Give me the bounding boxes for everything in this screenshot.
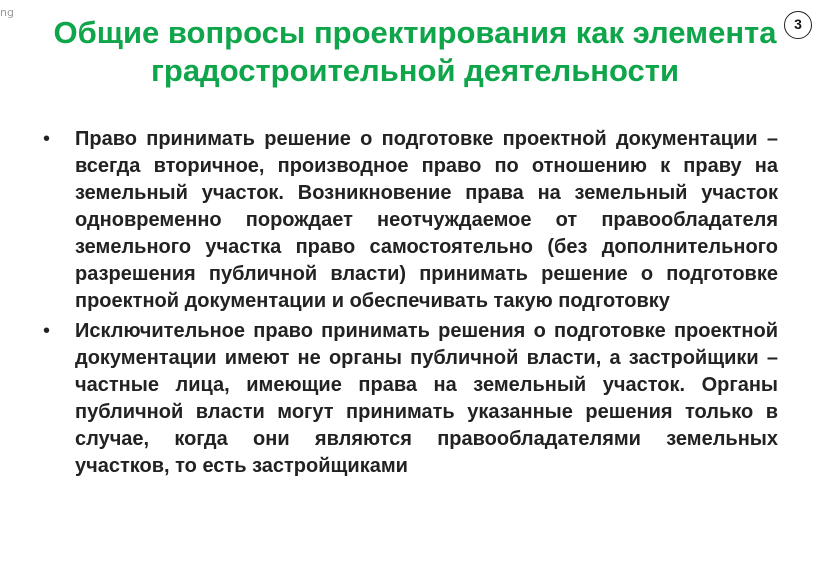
slide-title: Общие вопросы проектирования как элемента градостроительной деятельности: [53, 15, 777, 88]
bullet-text: Исключительное право принимать решения о подготовке проектной документации имеют не органы публичной власти, а застройщики – частные лица, имеющие права на земельный участок. Органы публичной власти могут принимать указанные решения только в случае, когда они являются правообладателями земельных участков, то есть застройщиками: [75, 320, 778, 477]
bullet-item-1: [40, 126, 778, 315]
bullet-marker: •: [43, 320, 51, 342]
corner-text-fragment: ng: [0, 6, 14, 19]
bullet-list: [40, 126, 778, 483]
page-number-badge: 3: [784, 11, 812, 39]
bullet-item-2: [40, 318, 778, 480]
bullet-text: Право принимать решение о подготовке проектной документации – всегда вторичное, производное право по отношению к праву на земельный участок. Возникновение права на земельный участок одновременно порождает неотчуждаемое от правообладателя земельного участка право самостоятельно (без дополнительного разрешения публичной власти) принимать решение о подготовке проектной документации и обеспечивать такую подготовку: [75, 128, 778, 312]
bullet-marker: •: [43, 128, 51, 150]
